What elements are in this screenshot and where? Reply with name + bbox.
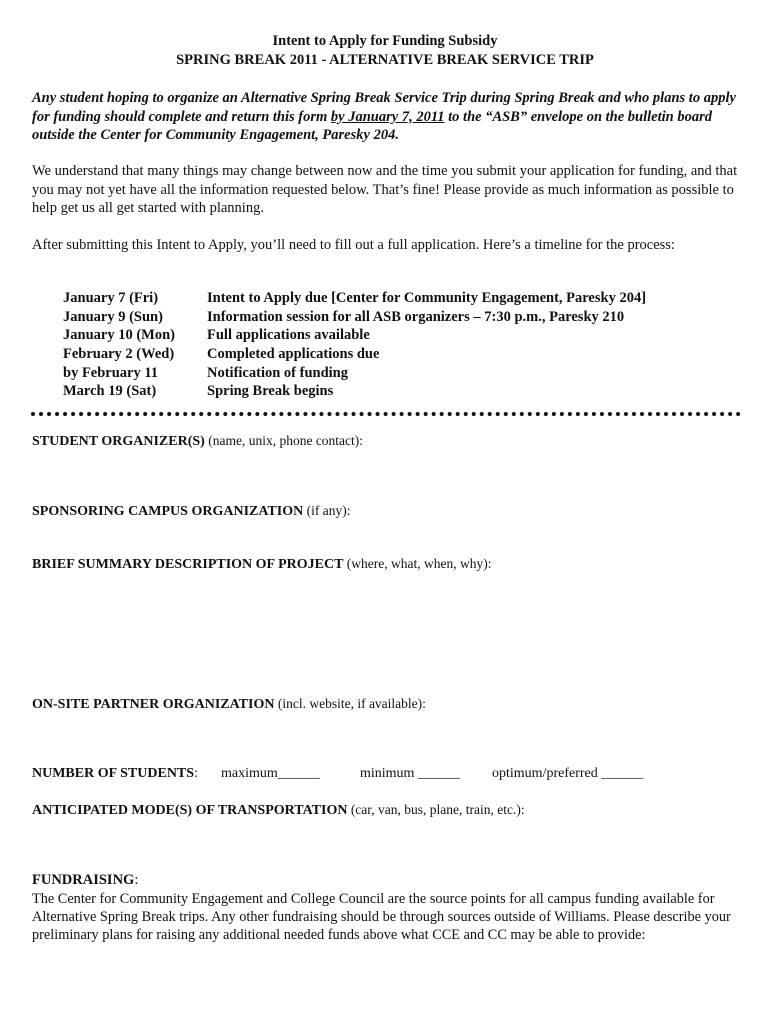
timeline-date: March 19 (Sat): [63, 383, 157, 400]
timeline-event: Intent to Apply due [Center for Community Engagement, Paresky 204]: [207, 290, 647, 306]
sponsor-label: SPONSORING CAMPUS ORGANIZATION: [32, 504, 304, 519]
intro-deadline: by January 7, 2011: [330, 108, 445, 125]
students-colon: :: [194, 766, 198, 781]
students-optimum-blank[interactable]: optimum/preferred ______: [492, 766, 644, 781]
sponsor-field[interactable]: [32, 502, 350, 521]
timeline-date: January 9 (Sun): [63, 308, 163, 325]
timeline-date: by February 11: [63, 364, 159, 381]
form-subtitle: SPRING BREAK 2011 - ALTERNATIVE BREAK SERVICE TRIP: [176, 52, 594, 68]
timeline-event: Spring Break begins: [207, 383, 334, 400]
transport-label: ANTICIPATED MODE(S) OF TRANSPORTATION: [32, 803, 348, 818]
organizers-label: STUDENT ORGANIZER(S): [32, 434, 205, 449]
timeline-date: February 2 (Wed): [63, 346, 175, 363]
students-label: NUMBER OF STUDENTS: [32, 766, 195, 781]
organizers-field[interactable]: [32, 432, 363, 451]
summary-field[interactable]: [32, 555, 492, 574]
timeline-event: Completed applications due: [207, 346, 380, 363]
timeline-date: January 10 (Mon): [63, 327, 175, 344]
transport-field[interactable]: [32, 801, 525, 820]
students-field: [32, 765, 644, 783]
partner-hint: (incl. website, if available):: [274, 696, 426, 711]
timeline-event: Notification of funding: [207, 364, 348, 381]
summary-label: BRIEF SUMMARY DESCRIPTION OF PROJECT: [32, 557, 344, 572]
form-title: Intent to Apply for Funding Subsidy: [272, 33, 498, 49]
partner-label: ON-SITE PARTNER ORGANIZATION: [32, 697, 275, 712]
fundraising-label: FUNDRAISING: [32, 872, 135, 888]
timeline-event: Information session for all ASB organizers – 7:30 p.m., Paresky 210: [207, 308, 625, 325]
fundraising-heading: [32, 871, 138, 889]
summary-hint: (where, what, when, why):: [343, 556, 492, 571]
timeline-event: Full applications available: [207, 327, 370, 344]
organizers-hint: (name, unix, phone contact):: [204, 433, 364, 448]
transport-hint: (car, van, bus, plane, train, etc.):: [347, 802, 525, 817]
intro-part2: to the “ASB” envelope on the bulletin board outside the Center for Community Engagement, Paresky 204.: [32, 108, 712, 143]
intro-instructions: [32, 89, 742, 145]
section-divider: [31, 412, 741, 416]
students-minimum-blank[interactable]: minimum ______: [360, 766, 460, 781]
intro-part1: Any student hoping to organize an Alternative Spring Break Service Trip during Spring Break and who plans to apply for funding should complete and return this form: [32, 90, 736, 125]
timeline-intro-paragraph: After submitting this Intent to Apply, you’ll need to fill out a full application. Here’s a timeline for the process:: [32, 237, 675, 253]
sponsor-hint: (if any):: [303, 503, 351, 518]
fundraising-colon: :: [134, 872, 139, 888]
partner-field[interactable]: [32, 695, 426, 714]
students-maximum-blank[interactable]: maximum______: [221, 766, 320, 781]
fundraising-body: The Center for Community Engagement and College Council are the source points for all campus funding available for Alternative Spring Break trips. Any other fundraising should be through sources outside of Williams. Please describe your preliminary plans for raising any additional needed funds above what CCE and CC may be able to provide:: [32, 891, 731, 943]
understanding-paragraph: We understand that many things may change between now and the time you submit your application for funding, and that you may not yet have all the information requested below. That’s fine! Please provide as much information as possible to help get us all get started with planning.: [32, 163, 738, 216]
timeline-date: January 7 (Fri): [63, 290, 159, 306]
